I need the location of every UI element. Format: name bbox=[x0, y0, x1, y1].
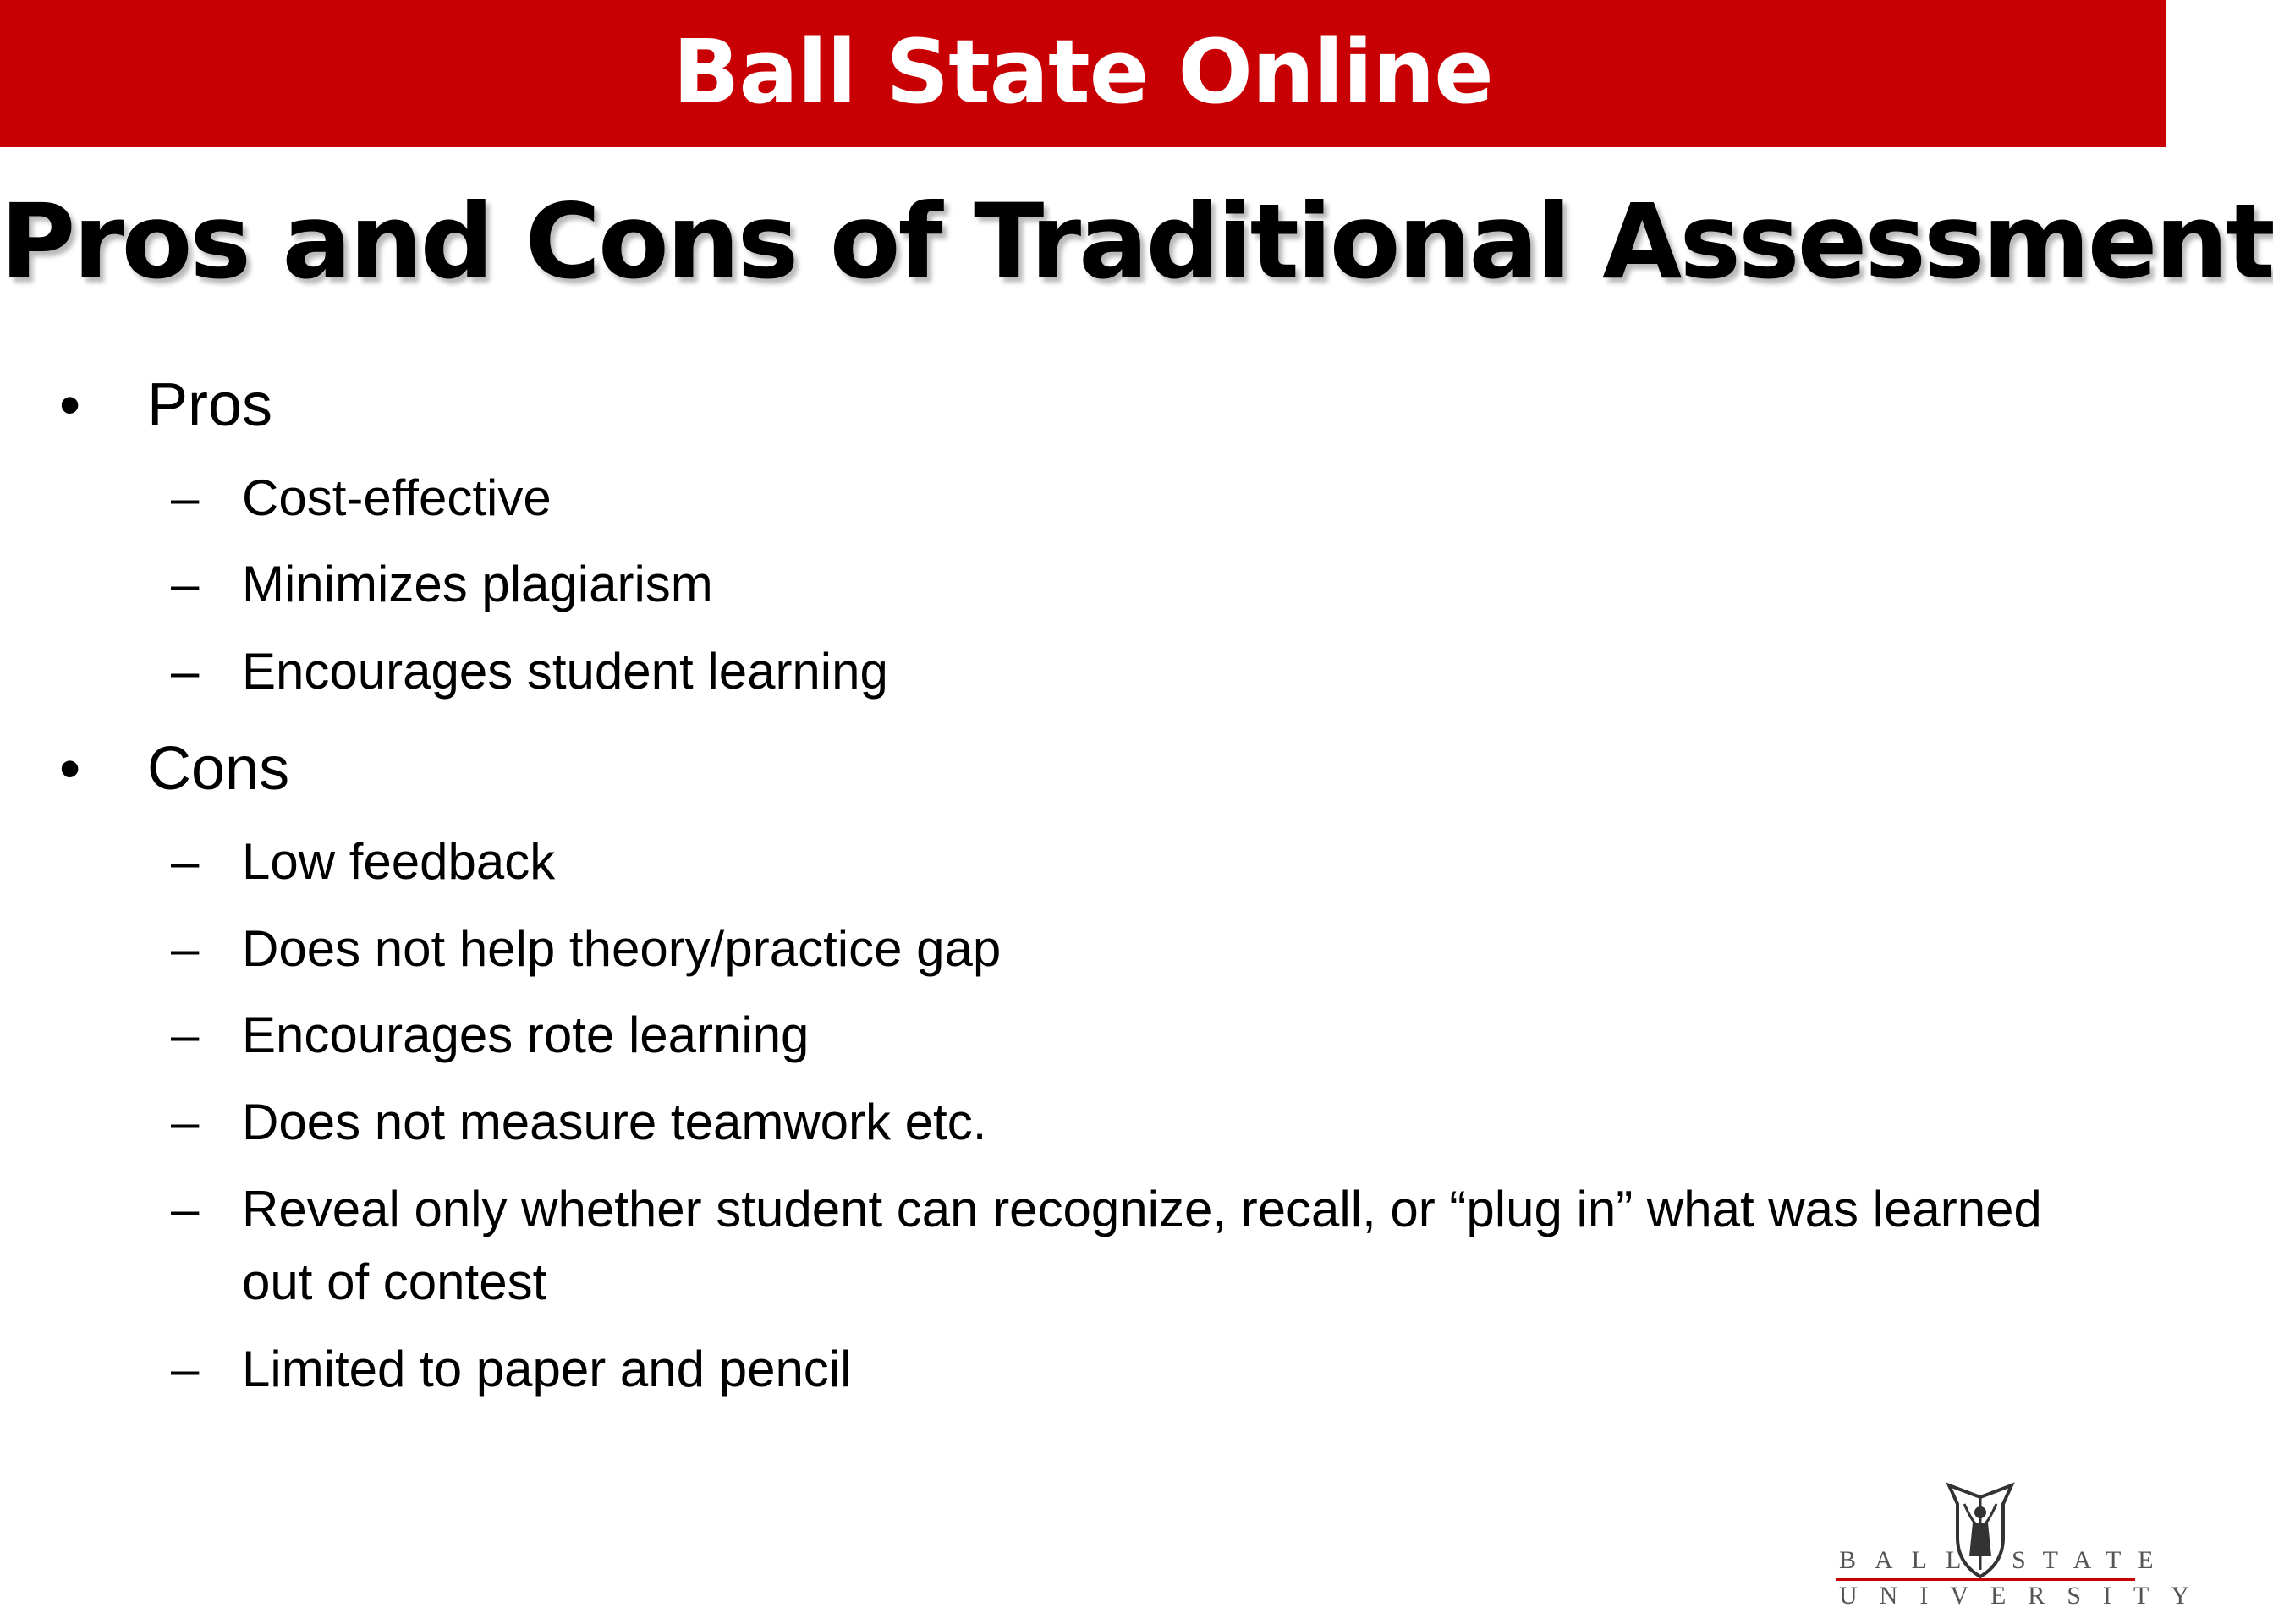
list-item-text: Low feedback bbox=[242, 833, 556, 890]
dash-marker: – bbox=[171, 643, 200, 700]
dash-marker: – bbox=[171, 1181, 200, 1237]
list-item-text: Does not measure teamwork etc. bbox=[242, 1094, 987, 1150]
section-label-cons: Cons bbox=[147, 735, 290, 803]
list-item-text: Reveal only whether student can recognize, recall, or “plug in” what was learned out of contest bbox=[242, 1181, 2042, 1310]
dash-marker: – bbox=[171, 469, 200, 526]
dash-marker: – bbox=[171, 556, 200, 612]
list-item-text: Cost-effective bbox=[242, 469, 552, 526]
list-item-text: Minimizes plagiarism bbox=[242, 556, 713, 612]
section-label-pros: Pros bbox=[147, 371, 273, 439]
slide-title: Pros and Cons of Traditional Assessment bbox=[0, 182, 2273, 302]
list-item-text: Does not help theory/practice gap bbox=[242, 920, 1002, 977]
dash-marker: – bbox=[171, 1007, 200, 1063]
ball-state-university-logo bbox=[1834, 1479, 2211, 1610]
dash-marker: – bbox=[171, 1094, 200, 1150]
logo-text-state: STATE bbox=[2012, 1546, 2171, 1574]
dash-marker: – bbox=[171, 833, 200, 890]
bullet-marker: • bbox=[59, 371, 81, 439]
list-item-text: Encourages student learning bbox=[242, 643, 888, 700]
list-item-text: Limited to paper and pencil bbox=[242, 1341, 852, 1397]
logo-text-university: UNIVERSITY bbox=[1839, 1582, 2211, 1610]
dash-marker: – bbox=[171, 1341, 200, 1397]
logo-divider bbox=[1836, 1578, 2135, 1581]
logo-text-ball: BALL bbox=[1839, 1546, 1980, 1574]
header-title: Ball State Online bbox=[673, 20, 1493, 123]
bullet-marker: • bbox=[59, 735, 81, 803]
list-item-text: Encourages rote learning bbox=[242, 1007, 810, 1063]
dash-marker: – bbox=[171, 920, 200, 977]
